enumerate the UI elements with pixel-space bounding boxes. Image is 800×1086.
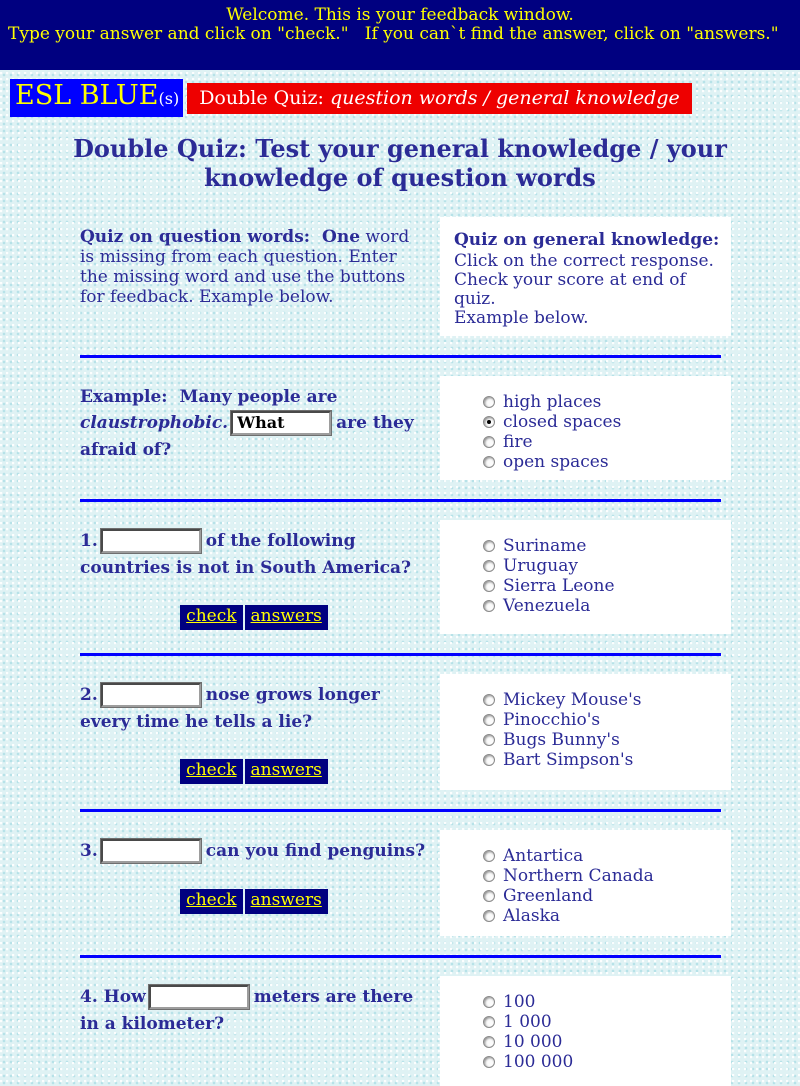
option-row <box>483 866 723 886</box>
answers-button[interactable]: answers <box>245 889 328 914</box>
radio-button[interactable] <box>483 754 495 766</box>
example-text-before: Many people are <box>179 387 338 407</box>
quiz-content <box>80 217 731 1086</box>
question-4-left <box>80 976 428 1086</box>
option-label[interactable]: 10 000 <box>503 1032 563 1052</box>
option-row <box>483 992 723 1012</box>
option-label[interactable]: fire <box>503 432 533 452</box>
question-text: nose grows longer every time he tells a lie? <box>80 685 380 732</box>
check-button[interactable]: check <box>180 605 242 630</box>
question-2-left <box>80 674 428 790</box>
example-label: Example: <box>80 387 168 407</box>
intro-left-heading: Quiz on question words: <box>80 227 311 247</box>
intro-right-line: Check your score at end of quiz. <box>454 270 686 309</box>
option-row <box>483 730 723 750</box>
option-row <box>483 690 723 710</box>
option-row <box>483 1032 723 1052</box>
logo-text: ESL BLUE <box>15 80 159 111</box>
option-row <box>483 452 723 472</box>
answer-input-1[interactable] <box>101 529 201 553</box>
question-1 <box>80 520 731 634</box>
example-row <box>80 376 731 480</box>
option-label[interactable]: Sierra Leone <box>503 576 615 596</box>
intro-left-bold-word: One <box>322 227 361 247</box>
quiz-title-prefix: Double Quiz: <box>199 86 324 109</box>
quiz-title-bar <box>187 83 692 114</box>
option-row <box>483 1052 723 1072</box>
radio-button[interactable] <box>483 1036 495 1048</box>
question-2 <box>80 674 731 790</box>
intro-left-body: word is missing from each question. Enter the missing word and use the buttons for feedback. Example below. <box>80 227 410 307</box>
question-2-options-box <box>440 674 731 790</box>
check-button[interactable]: check <box>180 889 242 914</box>
radio-button[interactable] <box>483 600 495 612</box>
question-text-before: How <box>103 987 146 1007</box>
banner-line-1: Welcome. This is your feedback window. <box>226 5 574 25</box>
section-divider <box>80 653 721 656</box>
page-title: Double Quiz: Test your general knowledge / your knowledge of question words <box>73 134 727 192</box>
example-italic-word: claustrophobic. <box>80 413 229 433</box>
intro-row <box>80 217 731 336</box>
option-row <box>483 576 723 596</box>
option-label[interactable]: Antartica <box>503 846 584 866</box>
radio-button[interactable] <box>483 540 495 552</box>
answer-input-2[interactable] <box>101 683 201 707</box>
radio-button[interactable] <box>483 714 495 726</box>
question-3-left <box>80 830 428 936</box>
option-label[interactable]: Suriname <box>503 536 587 556</box>
question-number: 1. <box>80 531 98 551</box>
intro-left-text <box>80 217 428 336</box>
answer-input-3[interactable] <box>101 839 201 863</box>
question-3-options-box <box>440 830 731 936</box>
option-label[interactable]: high places <box>503 392 602 412</box>
option-label[interactable]: Northern Canada <box>503 866 654 886</box>
question-1-left <box>80 520 428 634</box>
option-row <box>483 750 723 770</box>
question-text: of the following countries is not in South America? <box>80 531 411 578</box>
radio-button[interactable] <box>483 1016 495 1028</box>
option-row <box>483 596 723 616</box>
option-row <box>483 846 723 866</box>
option-label[interactable]: Venezuela <box>503 596 591 616</box>
option-label[interactable]: Uruguay <box>503 556 578 576</box>
option-label[interactable]: Greenland <box>503 886 594 906</box>
answers-button[interactable]: answers <box>245 759 328 784</box>
answer-input-4[interactable] <box>149 985 249 1009</box>
radio-button[interactable] <box>483 436 495 448</box>
section-divider <box>80 355 721 358</box>
logo-suffix: (s) <box>158 89 180 108</box>
option-row <box>483 906 723 926</box>
radio-button[interactable] <box>483 560 495 572</box>
option-label[interactable]: Mickey Mouse's <box>503 690 642 710</box>
option-label[interactable]: Bart Simpson's <box>503 750 634 770</box>
option-label[interactable]: open spaces <box>503 452 609 472</box>
banner-line-2: Type your answer and click on "check." If you can`t find the answer, click on "answers." <box>8 24 779 44</box>
esl-blues-logo[interactable] <box>10 79 183 117</box>
section-divider <box>80 499 721 502</box>
example-options-box <box>440 376 731 480</box>
radio-button[interactable] <box>483 456 495 468</box>
answers-button[interactable]: answers <box>245 605 328 630</box>
option-label[interactable]: closed spaces <box>503 412 622 432</box>
option-row <box>483 392 723 412</box>
radio-button[interactable] <box>483 890 495 902</box>
question-number: 3. <box>80 841 98 861</box>
option-row <box>483 536 723 556</box>
option-label[interactable]: 100 <box>503 992 536 1012</box>
option-row <box>483 886 723 906</box>
option-row <box>483 1012 723 1032</box>
feedback-banner <box>0 0 800 70</box>
example-text-after: are they afraid of? <box>80 413 414 460</box>
option-label[interactable]: 1 000 <box>503 1012 552 1032</box>
radio-button[interactable] <box>483 870 495 882</box>
option-row <box>483 412 723 432</box>
option-label[interactable]: Alaska <box>503 906 561 926</box>
section-divider <box>80 955 721 958</box>
option-row <box>483 556 723 576</box>
option-row <box>483 710 723 730</box>
example-question <box>80 376 428 480</box>
radio-button[interactable] <box>483 850 495 862</box>
check-button[interactable]: check <box>180 759 242 784</box>
intro-right-line: Example below. <box>454 308 589 328</box>
question-text: meters are there in a kilometer? <box>80 987 414 1034</box>
radio-button[interactable] <box>483 396 495 408</box>
header-row <box>10 79 800 117</box>
question-3 <box>80 830 731 936</box>
radio-button[interactable] <box>483 910 495 922</box>
intro-right-heading: Quiz on general knowledge: <box>454 230 720 250</box>
question-4 <box>80 976 731 1086</box>
question-text: can you find penguins? <box>205 841 426 861</box>
example-answer-input[interactable] <box>231 411 331 435</box>
radio-button[interactable] <box>483 694 495 706</box>
question-number: 4. <box>80 987 98 1007</box>
intro-right-line: Click on the correct response. <box>454 251 714 271</box>
section-divider <box>80 809 721 812</box>
quiz-title-topic: question words / general knowledge <box>329 86 680 109</box>
radio-button[interactable] <box>483 996 495 1008</box>
radio-button[interactable] <box>483 416 495 428</box>
question-1-options-box <box>440 520 731 634</box>
option-label[interactable]: Bugs Bunny's <box>503 730 620 750</box>
option-label[interactable]: 100 000 <box>503 1052 574 1072</box>
intro-right-box <box>440 217 731 336</box>
option-label[interactable]: Pinocchio's <box>503 710 601 730</box>
option-row <box>483 432 723 452</box>
radio-button[interactable] <box>483 580 495 592</box>
question-number: 2. <box>80 685 98 705</box>
radio-button[interactable] <box>483 734 495 746</box>
question-4-options-box <box>440 976 731 1086</box>
radio-button[interactable] <box>483 1056 495 1068</box>
